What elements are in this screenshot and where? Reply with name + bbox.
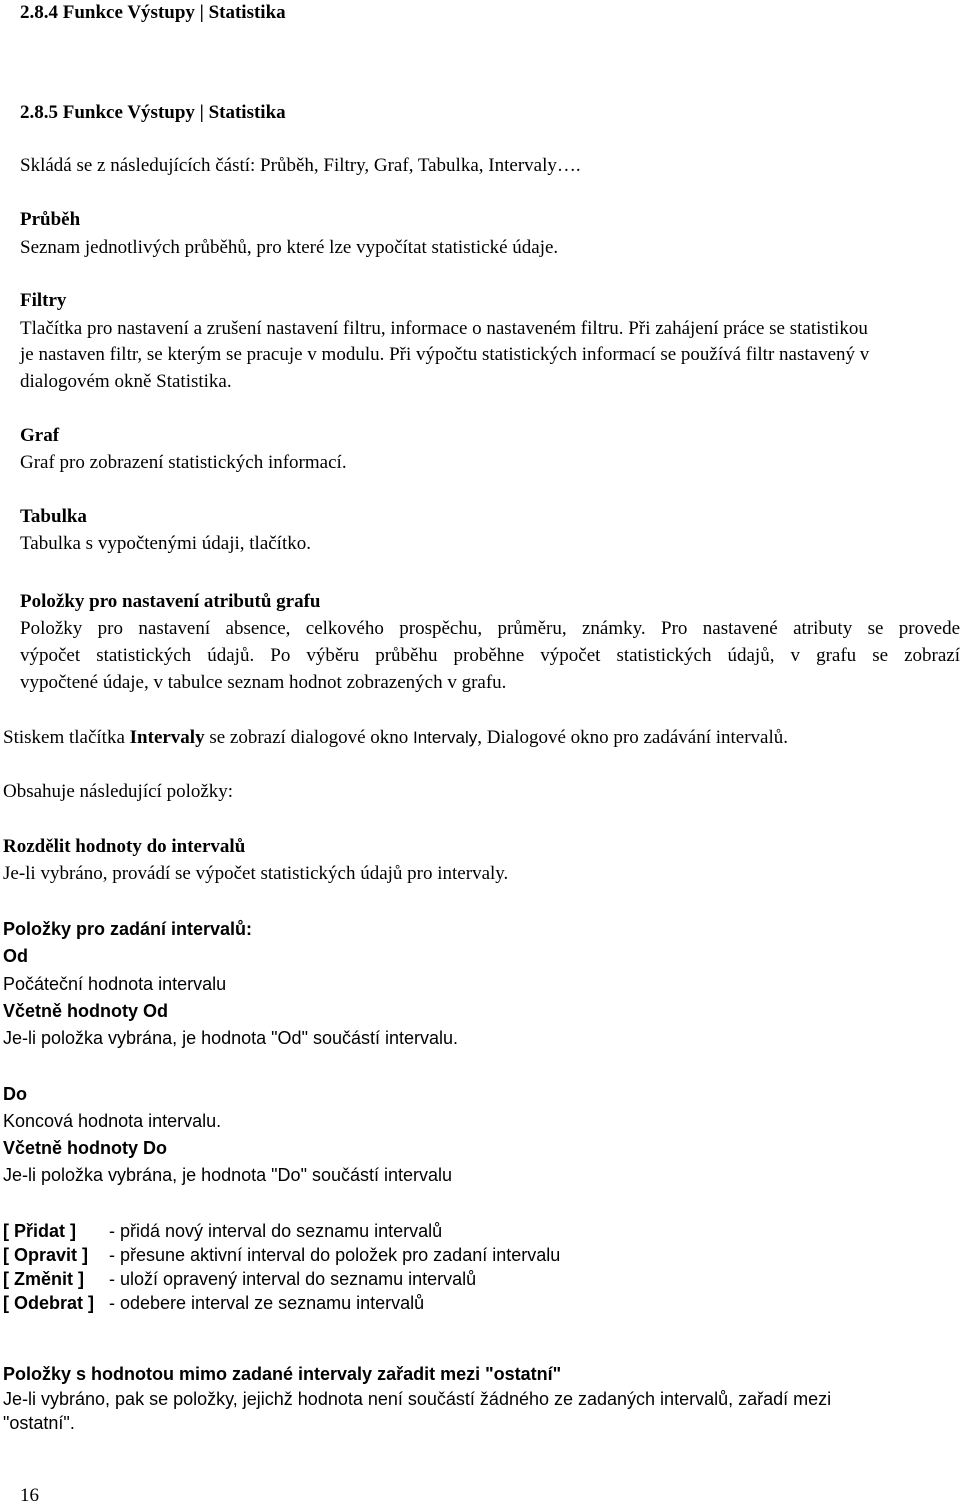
- tabulka-title: Tabulka: [20, 506, 87, 527]
- filtry-line-3: dialogovém okně Statistika.: [20, 371, 232, 392]
- vcetne-do-text: Je-li položka vybrána, je hodnota "Do" součástí intervalu: [3, 1165, 453, 1185]
- odebrat-label: [ Odebrat ]: [3, 1293, 95, 1313]
- rozdelit-title: Rozdělit hodnoty do intervalů: [3, 836, 246, 857]
- prubeh-text: Seznam jednotlivých průběhů, pro které lze vypočítat statistické údaje.: [20, 237, 559, 258]
- button-row-odebrat: [3, 1290, 424, 1316]
- graf-title: Graf: [20, 425, 60, 446]
- od-title: Od: [3, 946, 28, 966]
- button-row-pridat: [3, 1218, 442, 1244]
- filtry-title: Filtry: [20, 290, 67, 311]
- opravit-label: [ Opravit ]: [3, 1245, 89, 1265]
- intervaly-dialog-name: Intervaly: [413, 728, 478, 747]
- filtry-line-2: je nastaven filtr, se kterým se pracuje v modulu. Při výpočtu statistických informací se používá filtr nastavený v: [20, 344, 870, 365]
- pridat-label: [ Přidat ]: [3, 1221, 77, 1241]
- heading-2-8-4: 2.8.4 Funkce Výstupy | Statistika: [20, 2, 286, 23]
- atributy-line-2: výpočet statistických údajů. Po výběru průběhu proběhne výpočet statistických údajů, v grafu se zobrazí: [20, 645, 960, 666]
- do-text: Koncová hodnota intervalu.: [3, 1111, 222, 1131]
- atributy-line-3: vypočtené údaje, v tabulce seznam hodnot zobrazených v grafu.: [20, 672, 507, 693]
- graf-text: Graf pro zobrazení statistických informací.: [20, 452, 347, 473]
- vcetne-do-title: Včetně hodnoty Do: [3, 1138, 168, 1158]
- intervaly-sentence-after: se zobrazí dialogové okno: [204, 727, 413, 748]
- button-row-opravit: [3, 1242, 560, 1268]
- intervaly-sentence: [3, 725, 788, 751]
- ostatni-line-1: Je-li vybráno, pak se položky, jejichž hodnota není součástí žádného ze zadaných intervalů, zařadí mezi: [3, 1389, 832, 1409]
- filtry-line-1: Tlačítka pro nastavení a zrušení nastavení filtru, informace o nastaveném filtru. Při zahájení práce se statistikou: [20, 318, 868, 339]
- intro-paragraph: Skládá se z následujících částí: Průběh, Filtry, Graf, Tabulka, Intervaly….: [20, 155, 581, 176]
- rozdelit-text: Je-li vybráno, provádí se výpočet statistických údajů pro intervaly.: [3, 863, 509, 884]
- prubeh-title: Průběh: [20, 209, 81, 230]
- atributy-title: Položky pro nastavení atributů grafu: [20, 591, 321, 612]
- od-text: Počáteční hodnota intervalu: [3, 974, 227, 994]
- zmenit-desc: - uloží opravený interval do seznamu intervalů: [109, 1269, 477, 1289]
- intervaly-button-name: Intervaly: [129, 727, 205, 748]
- odebrat-desc: - odebere interval ze seznamu intervalů: [109, 1293, 425, 1313]
- zadani-title: Položky pro zadání intervalů:: [3, 919, 253, 939]
- zmenit-label: [ Změnit ]: [3, 1269, 84, 1289]
- do-title: Do: [3, 1084, 27, 1104]
- ostatni-line-2: "ostatní".: [3, 1413, 75, 1433]
- intervaly-sentence-before: Stiskem tlačítka: [3, 727, 130, 748]
- intervaly-sentence-rest: , Dialogové okno pro zadávání intervalů.: [477, 727, 789, 748]
- heading-2-8-5: 2.8.5 Funkce Výstupy | Statistika: [20, 102, 286, 123]
- pridat-desc: - přidá nový interval do seznamu intervalů: [109, 1221, 443, 1241]
- ostatni-title: Položky s hodnotou mimo zadané intervaly zařadit mezi "ostatní": [3, 1364, 562, 1384]
- tabulka-text: Tabulka s vypočtenými údaji, tlačítko.: [20, 533, 311, 554]
- contains-text: Obsahuje následující položky:: [3, 781, 234, 802]
- vcetne-od-title: Včetně hodnoty Od: [3, 1001, 169, 1021]
- page-number: 16: [20, 1485, 39, 1506]
- atributy-line-1: Položky pro nastavení absence, celkového prospěchu, průměru, známky. Pro nastavené atributy se provede: [20, 618, 960, 639]
- button-row-zmenit: [3, 1266, 476, 1292]
- vcetne-od-text: Je-li položka vybrána, je hodnota "Od" součástí intervalu.: [3, 1028, 459, 1048]
- opravit-desc: - přesune aktivní interval do položek pro zadaní intervalu: [109, 1245, 561, 1265]
